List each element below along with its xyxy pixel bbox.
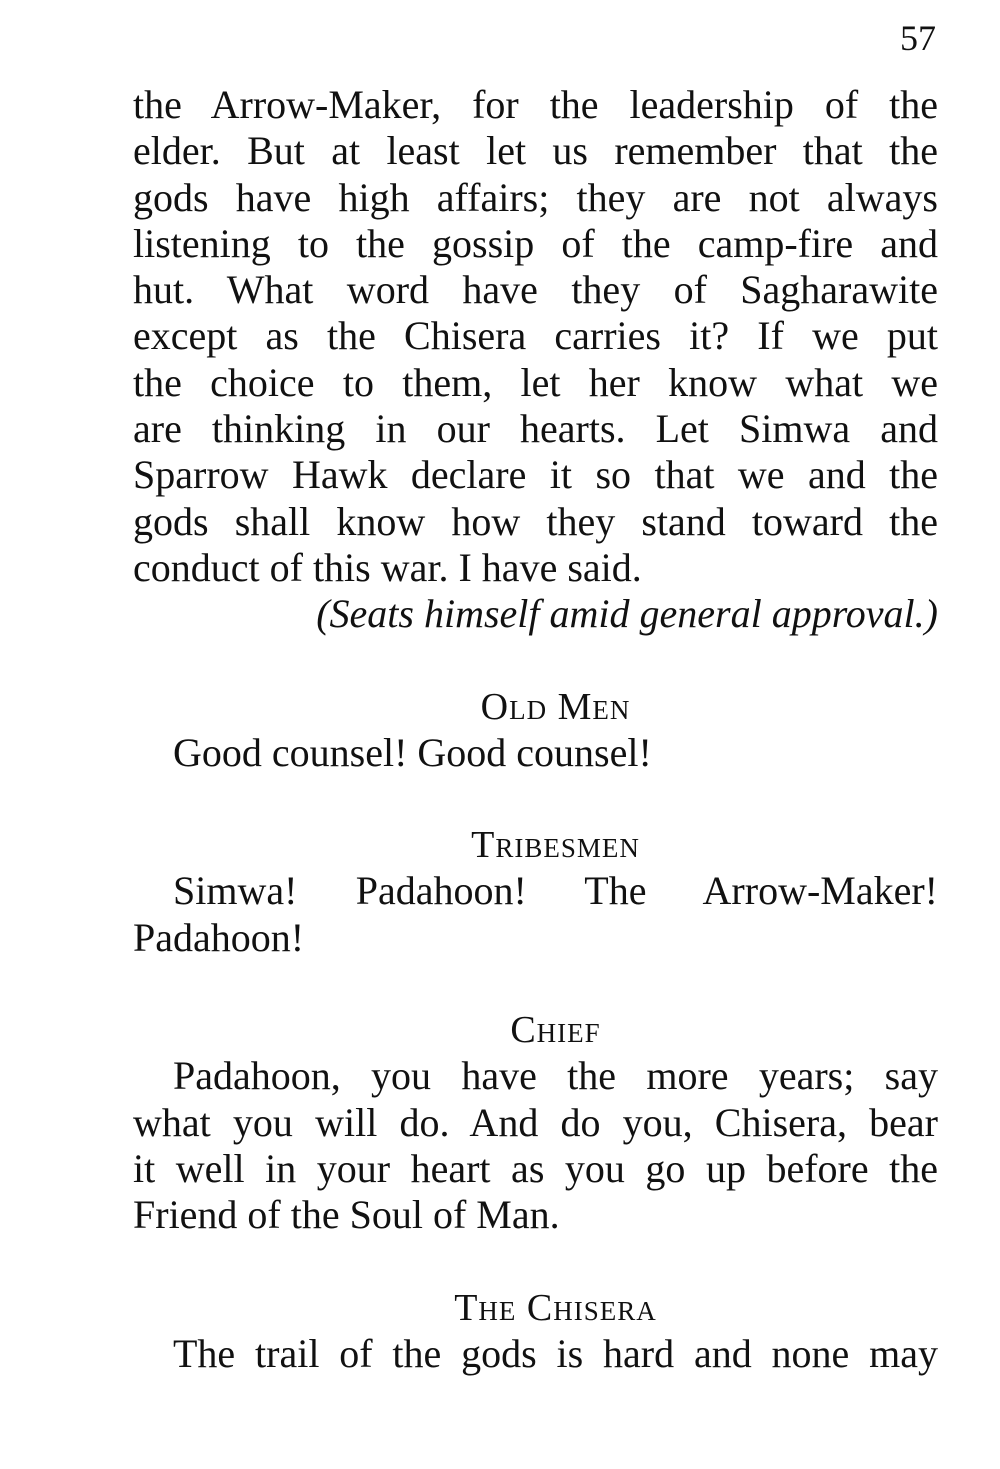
text-column <box>133 82 938 1377</box>
speech <box>133 868 938 961</box>
speech-line: Friend of the Soul of Man. <box>133 1192 560 1238</box>
speech-line: Padahoon, you have the more years; say <box>173 1053 938 1099</box>
page-number: 57 <box>900 18 936 58</box>
paragraph-line: are thinking in our hearts. Let Simwa and <box>133 406 938 452</box>
speech-line: Padahoon! <box>133 914 305 960</box>
paragraph-line: Sparrow Hawk declare it so that we and the <box>133 452 938 498</box>
paragraph-line: gods have high affairs; they are not always <box>133 174 938 220</box>
opening-paragraph <box>133 82 938 591</box>
spacer <box>133 1239 938 1285</box>
paragraph-line: gods shall know how they stand toward the <box>133 498 938 544</box>
speech-line: it well in your heart as you go up before the <box>133 1145 938 1191</box>
paragraph-line: listening to the gossip of the camp-fire and <box>133 220 938 266</box>
speaker-name: The Chisera <box>454 1286 657 1329</box>
speaker-name: Tribesmen <box>471 824 640 867</box>
speech-line: Good counsel! Good counsel! <box>173 729 652 775</box>
paragraph-line: the choice to them, let her know what we <box>133 359 938 405</box>
paragraph-line: hut. What word have they of Sagharawite <box>133 267 938 313</box>
speech <box>133 1331 938 1377</box>
stage-direction: (Seats himself amid general approval.) <box>316 591 938 637</box>
speaker-name: Old Men <box>480 685 631 728</box>
spacer <box>133 776 938 822</box>
spacer <box>133 961 938 1007</box>
speech <box>133 730 938 776</box>
speaker-name: Chief <box>510 1009 601 1052</box>
paragraph-line: except as the Chisera carries it? If we put <box>133 313 938 359</box>
paragraph-line: conduct of this war. I have said. <box>133 544 642 590</box>
speech-line: Simwa! Padahoon! The Arrow-Maker! <box>173 868 938 914</box>
paragraph-line: elder. But at least let us remember that the <box>133 128 938 174</box>
speech-line: what you will do. And do you, Chisera, bear <box>133 1099 938 1145</box>
spacer <box>133 638 938 684</box>
paragraph-line: the Arrow-Maker, for the leadership of the <box>133 82 938 127</box>
speech-line: The trail of the gods is hard and none may <box>173 1330 938 1376</box>
speech <box>133 1053 938 1238</box>
